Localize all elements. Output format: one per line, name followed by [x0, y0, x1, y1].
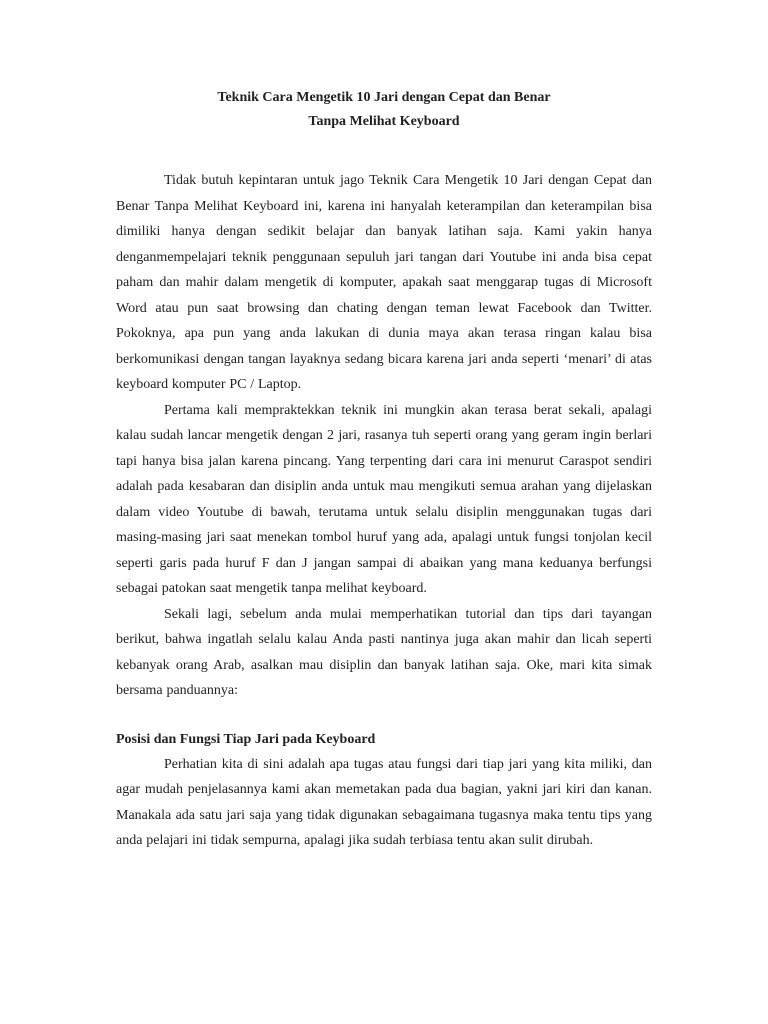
title-spacer — [116, 134, 652, 168]
section-heading: Posisi dan Fungsi Tiap Jari pada Keyboard — [116, 731, 376, 747]
paragraph-3: Sekali lagi, sebelum anda mulai memperhatikan tutorial dan tips dari tayangan berikut, bahwa ingatlah selalu kalau Anda pasti nantinya juga akan mahir dan licah seperti kebanyak orang Arab, asalkan mau disiplin dan banyak latihan saja. Oke, mari kita simak bersama panduannya: — [116, 606, 652, 698]
section-spacer — [116, 704, 652, 727]
paragraph-2: Pertama kali mempraktekkan teknik ini mungkin akan terasa berat sekali, apalagi kalau sudah lancar mengetik dengan 2 jari, rasanya tuh seperti orang yang geram ingin berlari tapi hanya bisa jalan karena pincang. Yang terpenting dari cara ini menurut Caraspot sendiri adalah pada kesabaran dan disiplin anda untuk mau mengikuti semua arahan yang dijelaskan dalam video Youtube di bawah, terutama untuk selalu disiplin menggunakan tugas dari masing-masing jari saat menekan tombol huruf yang ada, apalagi untuk fungsi tonjolan kecil seperti garis pada huruf F dan J jangan sampai di abaikan yang mana keduanya berfungsi sebagai patokan saat mengetik tanpa melihat keyboard. — [116, 402, 652, 596]
section-paragraph: Perhatian kita di sini adalah apa tugas atau fungsi dari tiap jari yang kita miliki, dan agar mudah penjelasannya kami akan memetakan pada dua bagian, yakni jari kiri dan kanan. Manakala ada satu jari saja yang tidak digunakan sebagaimana tugasnya maka tentu tips yang anda pelajari ini tidak sempurna, apalagi jika sudah terbiasa tentu akan sulit dirubah. — [116, 756, 652, 848]
document-body — [116, 86, 652, 854]
title-line-2: Tanpa Melihat Keyboard — [308, 114, 460, 129]
paragraph-1: Tidak butuh kepintaran untuk jago Teknik Cara Mengetik 10 Jari dengan Cepat dan Benar Tanpa Melihat Keyboard ini, karena ini hanyalah keterampilan dan keterampilan bisa dimiliki hanya dengan sedikit belajar dan banyak latihan saja. Kami yakin hanya denganmempelajari teknik penggunaan sepuluh jari tangan dari Youtube ini anda bisa cepat paham dan mahir dalam mengetik di komputer, apakah saat menggarap tugas di Microsoft Word atau pun saat browsing dan chating dengan teman lewat Facebook dan Twitter. Pokoknya, apa pun yang anda lakukan di dunia maya akan terasa ringan kalau bisa berkomunikasi dengan tangan layaknya sedang bicara karena jari anda seperti ‘menari’ di atas keyboard komputer PC / Laptop. — [116, 173, 652, 392]
title-line-1: Teknik Cara Mengetik 10 Jari dengan Cepat dan Benar — [217, 90, 551, 105]
